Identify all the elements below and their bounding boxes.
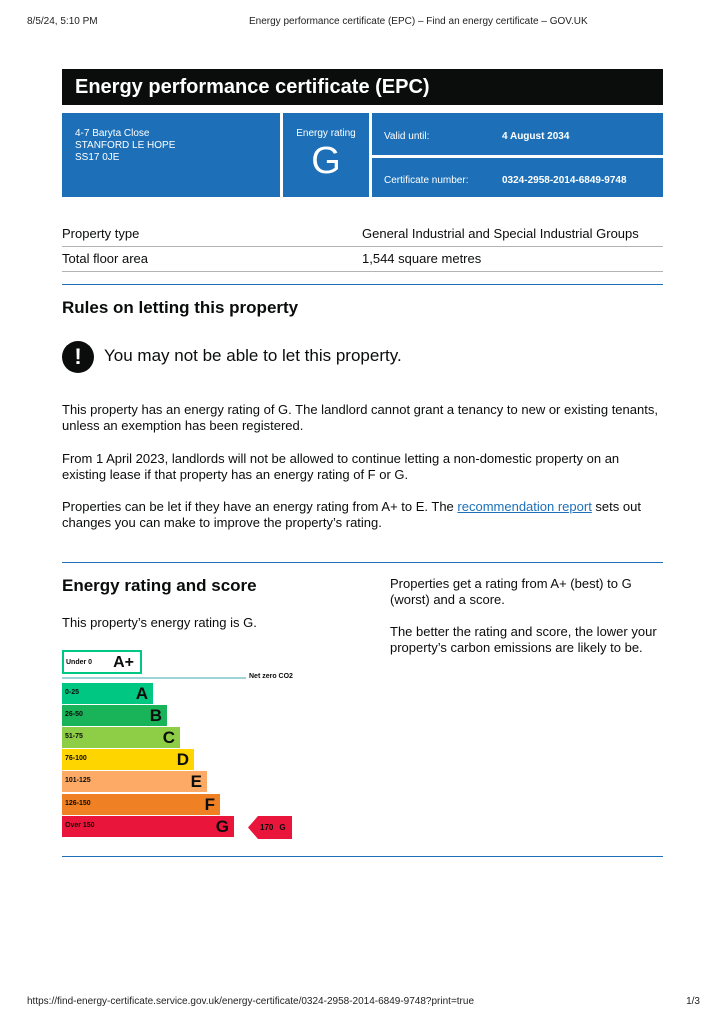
net-zero-line bbox=[62, 677, 246, 679]
rating-explanation-1: Properties get a rating from A+ (best) to G (worst) and a score. bbox=[390, 576, 632, 607]
epc-rating-scale bbox=[62, 650, 302, 840]
band-b-letter: B bbox=[149, 706, 162, 725]
energy-rating-label: Energy rating bbox=[296, 128, 356, 139]
letting-paragraph-2: From 1 April 2023, landlords will not be allowed to continue letting a non-domestic property on an existing lease if that property has an energy rating of F or G. bbox=[62, 451, 620, 482]
valid-until-label: Valid until: bbox=[384, 131, 430, 142]
band-f-letter: F bbox=[204, 795, 215, 814]
band-d-range: 76-100 bbox=[65, 755, 87, 762]
energy-rating-statement: This property’s energy rating is G. bbox=[62, 615, 257, 630]
energy-rating-box bbox=[283, 113, 369, 197]
address-line-2: STANFORD LE HOPE bbox=[75, 140, 176, 151]
print-url: https://find-energy-certificate.service.gov.uk/energy-certificate/0324-2958-2014-6849-9748?print=true bbox=[27, 996, 475, 1007]
band-a-range: 0-25 bbox=[65, 689, 80, 696]
section-divider bbox=[62, 856, 663, 857]
certificate-number-value: 0324-2958-2014-6849-9748 bbox=[502, 175, 627, 186]
band-g-range: Over 150 bbox=[65, 822, 95, 829]
rating-explanation-2: The better the rating and score, the lower your property’s carbon emissions are likely to be. bbox=[390, 624, 657, 655]
warning-icon: ! bbox=[62, 341, 94, 373]
floor-area-label: Total floor area bbox=[62, 251, 148, 266]
property-type-label: Property type bbox=[62, 226, 140, 241]
band-f bbox=[62, 794, 220, 815]
valid-until-box bbox=[372, 113, 663, 155]
band-a-letter: A bbox=[135, 684, 148, 703]
band-g bbox=[62, 816, 234, 837]
band-d-letter: D bbox=[176, 750, 189, 769]
letting-heading: Rules on letting this property bbox=[62, 298, 299, 317]
band-b-range: 26-50 bbox=[65, 711, 83, 718]
address-postcode: SS17 0JE bbox=[75, 152, 120, 163]
net-zero-label: Net zero CO2 bbox=[249, 673, 293, 680]
band-f-range: 126-150 bbox=[65, 800, 91, 807]
recommendation-report-link[interactable]: recommendation report bbox=[457, 499, 592, 514]
energy-heading: Energy rating and score bbox=[62, 576, 257, 595]
address-block bbox=[62, 113, 280, 197]
band-c-letter: C bbox=[162, 728, 175, 747]
band-a bbox=[62, 683, 153, 704]
band-c bbox=[62, 727, 180, 748]
certificate-number-label: Certificate number: bbox=[384, 175, 469, 186]
property-summary-table bbox=[62, 222, 663, 272]
letting-paragraph-3 bbox=[62, 499, 663, 531]
band-a-plus-range: Under 0 bbox=[66, 659, 93, 666]
page-number: 1/3 bbox=[686, 996, 700, 1007]
address-line-1: 4-7 Baryta Close bbox=[75, 128, 150, 139]
energy-rating-letter: G bbox=[311, 140, 341, 182]
property-type-row bbox=[62, 222, 663, 247]
print-datetime: 8/5/24, 5:10 PM bbox=[27, 16, 98, 27]
current-letter: G bbox=[279, 823, 286, 832]
band-a-plus-letter: A+ bbox=[113, 654, 134, 671]
band-g-letter: G bbox=[215, 817, 229, 836]
band-d bbox=[62, 749, 194, 770]
page-title: Energy performance certificate (EPC) bbox=[62, 69, 663, 105]
floor-area-value: 1,544 square metres bbox=[362, 251, 482, 266]
band-e bbox=[62, 771, 207, 792]
letting-paragraph-3-end: sets out changes you can make to improve the property’s rating. bbox=[62, 499, 641, 530]
property-type-value: General Industrial and Special Industrial Groups bbox=[362, 226, 639, 241]
band-b bbox=[62, 705, 167, 726]
print-page-title: Energy performance certificate (EPC) – Find an energy certificate – GOV.UK bbox=[249, 16, 588, 27]
section-divider bbox=[62, 284, 663, 285]
band-e-letter: E bbox=[190, 772, 202, 791]
band-a-plus bbox=[62, 650, 142, 674]
letting-paragraph-3-start: Properties can be let if they have an energy rating from A+ to E. The bbox=[62, 499, 458, 514]
current-score: 170 bbox=[260, 823, 274, 832]
band-e-range: 101-125 bbox=[65, 777, 91, 784]
valid-until-value: 4 August 2034 bbox=[502, 131, 570, 142]
current-rating-text bbox=[260, 823, 286, 832]
current-rating-pointer bbox=[248, 816, 292, 839]
section-divider bbox=[62, 562, 663, 563]
letting-warning: You may not be able to let this property. bbox=[104, 346, 402, 365]
letting-paragraph-1: This property has an energy rating of G. The landlord cannot grant a tenancy to new or existing tenants, unless an exemption has been registered. bbox=[62, 402, 658, 433]
floor-area-row bbox=[62, 247, 663, 272]
certificate-number-box bbox=[372, 158, 663, 197]
band-c-range: 51-75 bbox=[65, 733, 83, 740]
